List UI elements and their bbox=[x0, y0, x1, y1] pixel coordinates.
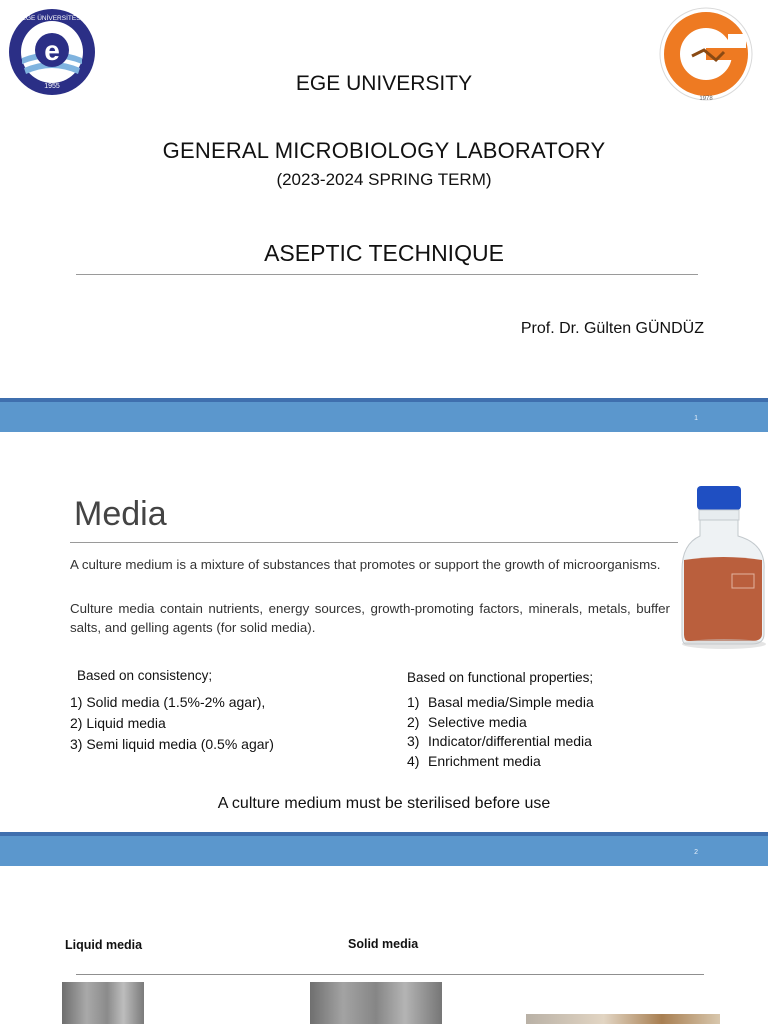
consistency-heading: Based on consistency; bbox=[77, 668, 213, 683]
list-item: 1) Solid media (1.5%-2% agar), bbox=[70, 694, 266, 710]
svg-text:e: e bbox=[44, 35, 60, 66]
slide-footer-band bbox=[0, 398, 768, 432]
media-plates-photo bbox=[526, 1014, 720, 1024]
slide-title: Media bbox=[74, 495, 167, 533]
slide-footer-band bbox=[0, 832, 768, 866]
functional-list bbox=[407, 693, 594, 771]
media-bottle-icon bbox=[680, 484, 768, 650]
sterilisation-note: A culture medium must be sterilised before use bbox=[217, 795, 551, 812]
list-item: 4) Enrichment media bbox=[407, 752, 541, 769]
solid-media-photo bbox=[310, 982, 442, 1024]
section-divider bbox=[76, 974, 704, 975]
list-item: 3) Indicator/differential media bbox=[407, 733, 592, 749]
author-name: Prof. Dr. Gülten GÜNDÜZ bbox=[520, 320, 704, 337]
list-item: 2) Selective media bbox=[407, 713, 527, 730]
liquid-media-label: Liquid media bbox=[65, 938, 143, 952]
media-bottle-image bbox=[680, 484, 768, 650]
svg-text:1955: 1955 bbox=[44, 83, 60, 90]
definition-paragraph: A culture medium is a mixture of substances that promotes or support the growth of microorganisms. bbox=[70, 557, 661, 572]
svg-text:1978: 1978 bbox=[699, 96, 713, 102]
topic-title: ASEPTIC TECHNIQUE bbox=[264, 240, 504, 266]
consistency-list bbox=[70, 692, 274, 755]
course-title: GENERAL MICROBIOLOGY LABORATORY bbox=[162, 138, 606, 163]
page-number: 1 bbox=[694, 415, 698, 422]
title-divider bbox=[76, 274, 698, 275]
term-label: (2023-2024 SPRING TERM) bbox=[276, 170, 492, 189]
list-item: 1) Basal media/Simple media bbox=[407, 694, 594, 710]
list-item: 3) Semi liquid media (0.5% agar) bbox=[70, 736, 274, 752]
svg-text:EGE ÜNİVERSİTESİ: EGE ÜNİVERSİTESİ bbox=[21, 15, 83, 22]
composition-paragraph: Culture media contain nutrients, energy sources, growth-promoting factors, minerals, metals, buffer salts, and gelling agents (for solid media). bbox=[70, 601, 670, 635]
solid-media-label: Solid media bbox=[348, 937, 419, 951]
page-number: 2 bbox=[694, 849, 698, 856]
university-name: EGE UNIVERSITY bbox=[295, 72, 473, 95]
list-item: 2) Liquid media bbox=[70, 715, 166, 731]
liquid-media-photo bbox=[62, 982, 144, 1024]
title-divider bbox=[70, 542, 678, 543]
functional-heading: Based on functional properties; bbox=[407, 670, 594, 685]
